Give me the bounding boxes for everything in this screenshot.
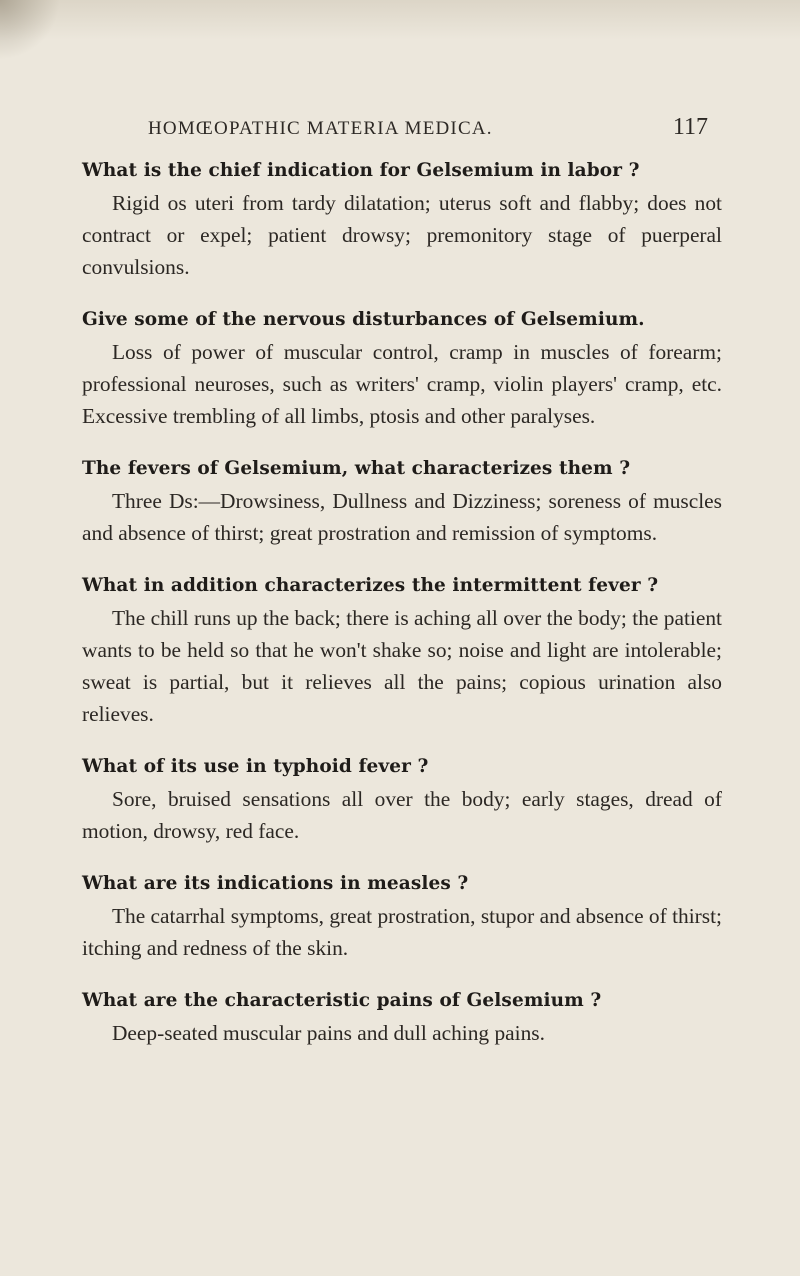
answer-paragraph: Deep-seated muscular pains and dull aching pains. — [111, 1021, 545, 1045]
running-head — [148, 114, 708, 148]
answer-paragraph: Loss of power of muscular control, cramp in muscles of forearm; professional neuroses, such as writers' cramp, violin players' cramp, etc. Excessive trembling of all limbs, ptosis and other paralyses. — [82, 340, 722, 428]
answer-paragraph: The chill runs up the back; there is aching all over the body; the patient wants to be held so that he won't shake so; noise and light are intolerable; sweat is partial, but it relieves all the pains; copious urination also relieves. — [82, 606, 722, 726]
answer-paragraph: Rigid os uteri from tardy dilatation; uterus soft and flabby; does not contract or expel; patient drowsy; premonitory stage of puerperal convulsions. — [82, 191, 722, 279]
answer-paragraph: The catarrhal symptoms, great prostration, stupor and absence of thirst; itching and redness of the skin. — [82, 904, 723, 960]
qa-entry — [82, 986, 722, 1049]
page-content — [82, 156, 722, 1071]
question-heading: What of its use in typhoid fever ? — [82, 756, 429, 777]
answer-paragraph: Three Ds:—Drowsiness, Dullness and Dizziness; soreness of muscles and absence of thirst; great prostration and remission of symptoms. — [82, 489, 722, 545]
question-heading: What in addition characterizes the intermittent fever ? — [82, 575, 659, 596]
qa-entry — [82, 752, 722, 847]
question-heading: Give some of the nervous disturbances of Gelsemium. — [82, 309, 645, 330]
page-number: 117 — [672, 114, 708, 140]
page-corner-shadow — [0, 0, 60, 60]
qa-entry — [82, 571, 722, 730]
qa-entry — [82, 156, 722, 283]
question-heading: What are the characteristic pains of Gelsemium ? — [82, 990, 602, 1011]
qa-entry — [82, 869, 722, 964]
qa-entry — [82, 454, 722, 549]
question-heading: What are its indications in measles ? — [82, 873, 469, 894]
qa-entry — [82, 305, 722, 432]
answer-paragraph: Sore, bruised sensations all over the body; early stages, dread of motion, drowsy, red face. — [82, 787, 722, 843]
question-heading: What is the chief indication for Gelsemium in labor ? — [82, 160, 640, 181]
page-edge-shadow — [0, 0, 800, 40]
question-heading: The fevers of Gelsemium, what characterizes them ? — [82, 458, 631, 479]
running-title: HOMŒOPATHIC MATERIA MEDICA. — [148, 118, 493, 139]
